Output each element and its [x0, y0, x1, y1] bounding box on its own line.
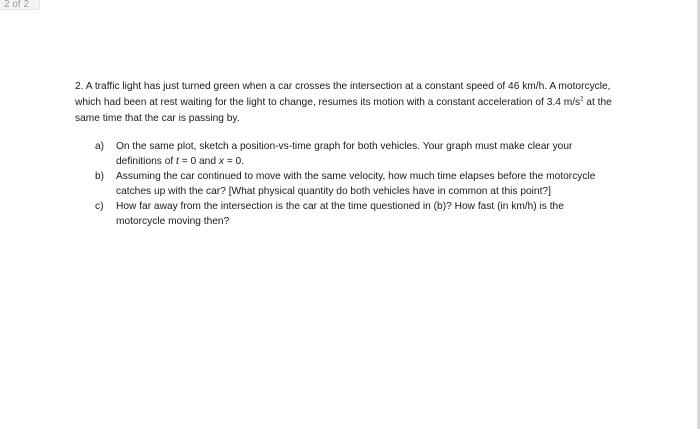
part-a-text-3: = 0.	[223, 156, 245, 167]
part-label: b)	[95, 171, 105, 182]
question-intro-part-2: at the same time that the car is passing by.	[75, 97, 612, 124]
part-label: c)	[95, 201, 104, 212]
question-part-b	[95, 169, 605, 199]
question-intro	[75, 79, 620, 127]
question-text	[75, 79, 620, 127]
question-parts-list	[95, 139, 605, 229]
part-a-t-variable: t	[176, 156, 179, 167]
part-label: a)	[95, 141, 105, 152]
question-intro-superscript: 2	[580, 96, 584, 103]
part-text: How far away from the intersection is the car at the time questioned in (b)? How fast (in km/h) is the motorcycle moving then?	[116, 201, 564, 227]
part-a-text-1: On the same plot, sketch a position-vs-time graph for both vehicles. Your graph must make clear your definitions of	[116, 141, 573, 167]
part-text	[116, 139, 605, 169]
part-text: Assuming the car continued to move with the same velocity, how much time elapses before the motorcycle catches up with the car? [What physical quantity do both vehicles have in common at this point?]	[116, 171, 596, 197]
page-indicator: 2 of 2	[0, 0, 40, 10]
part-a-x-variable: x	[218, 156, 224, 167]
question-part-c	[95, 199, 605, 229]
question-intro-part-1: 2. A traffic light has just turned green when a car crosses the intersection at a constant speed of 46 km/h. A motorcycle, which had been at rest waiting for the light to change, resumes its motion with a constant acceleration of 3.4 m/s	[75, 81, 611, 108]
question-part-a	[95, 139, 605, 169]
part-a-text-2: = 0 and	[178, 156, 219, 167]
